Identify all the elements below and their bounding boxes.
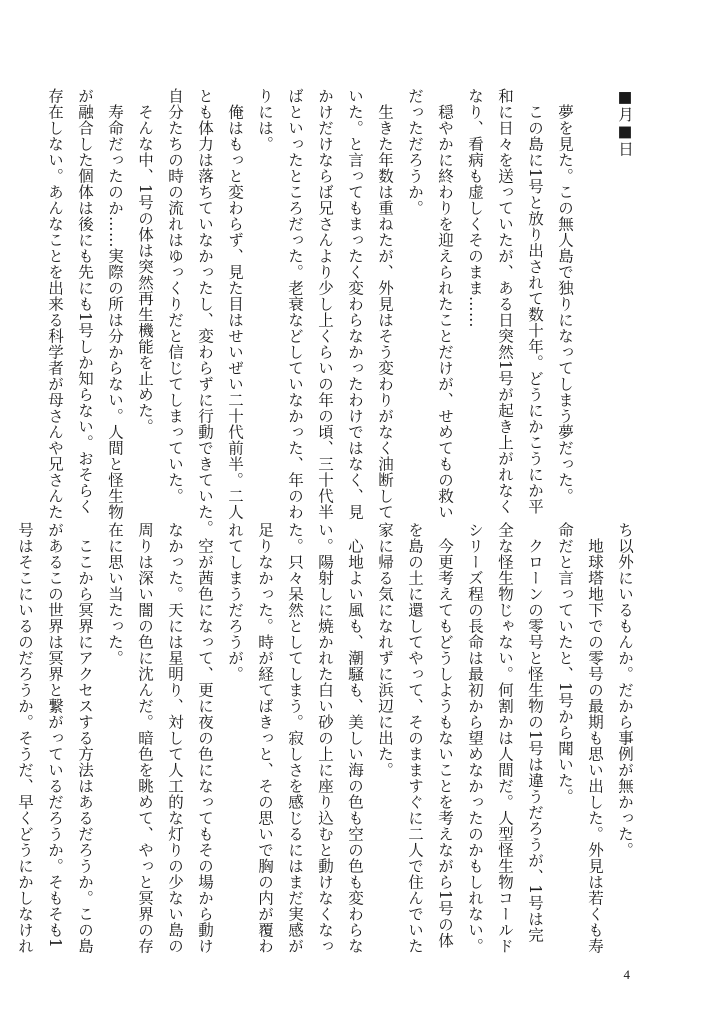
- text-line: 寿命だったのか……実際の所は分からない。人間と怪生物: [106, 88, 124, 520]
- text-line: この島に1号と放り出されて数十年。どうにかこうにか平: [526, 88, 544, 515]
- text-line: 俺はもっと変わらず、見た目はせいぜい二十代前半。二人: [226, 88, 244, 520]
- text-line: 生きた年数は重ねたが、外見はそう変わりがなく油断して: [376, 88, 394, 520]
- text-line: 自分たちの時の流れはゆっくりだと信じてしまっていた。: [166, 88, 184, 504]
- text-line: た。只々呆然としてしまう。寂しさを感じるにはまだ実感が: [286, 522, 304, 954]
- text-line: なかった。天には星明り、対して人工的な灯りの少ない島の: [166, 522, 184, 954]
- text-line: とも体力は落ちていなかったし、変わらずに行動できていた。: [196, 88, 214, 536]
- text-line: 穏やかに終わりを迎えられたことだけが、せめてもの救い: [436, 88, 454, 520]
- diary-date-heading: ■月■日: [616, 88, 634, 157]
- text-line: なり、看病も虚しくそのまま……: [466, 88, 484, 328]
- text-line: ばといったところだった。老衰などしていなかった、年のわ: [286, 88, 304, 520]
- text-line: が融合した個体は後にも先にも1号しか知らない。おそらく: [76, 88, 94, 515]
- text-line: [580, 88, 610, 498]
- text-line: りには。: [256, 88, 274, 152]
- text-line: 存在しない。あんなことを出来る科学者が母さんや兄さんた: [46, 88, 64, 520]
- text-line: かけだけならば兄さんより少し上くらいの年の頃、三十代半: [316, 88, 334, 520]
- text-line: だっただろうか。: [406, 88, 424, 216]
- text-line: ち以外にいるもんか。だから事例が無かった。: [616, 522, 634, 858]
- text-line: ここから冥界にアクセスする方法はあるだろうか。この島: [76, 522, 94, 954]
- text-line: 号はそこにいるのだろうか。そうだ、早くどうにかしなけれ: [16, 522, 34, 954]
- text-line: 命だと言っていたと、1号から聞いた。: [556, 522, 574, 805]
- text-line: シリーズ程の長命は最初から望めなかったのかもしれない。: [466, 522, 484, 954]
- text-line: れてしまうだろうが。: [226, 522, 244, 682]
- text-line: い。陽射しに焼かれた白い砂の上に座り込むと動けなくなっ: [316, 522, 334, 954]
- text-line: 周りは深い闇の色に沈んだ。暗色を眺めて、やっと冥界の存: [136, 522, 154, 954]
- text-line: 心地よい風も、潮騒も、美しい海の色も空の色も変わらな: [346, 522, 364, 954]
- text-line: 在に思い当たった。: [106, 522, 124, 666]
- text-line: 足りなかった。時が経てばきっと、その思いで胸の内が覆わ: [256, 522, 274, 954]
- text-line: 全な怪生物じゃない。何割かは人間だ。人型怪生物コールド: [496, 522, 514, 954]
- text-line: クローンの零号と怪生物の1号は違うだろうが、1号は完: [526, 522, 544, 943]
- text-line: そんな中、1号の体は突然再生機能を止めた。: [136, 88, 154, 435]
- text-line: を島の土に還してやって、そのまますぐに二人で住んでいた: [406, 522, 424, 954]
- upper-text-block: [40, 88, 640, 536]
- page-number: 4: [623, 967, 630, 982]
- text-line: 夢を見た。この無人島で独りになってしまう夢だった。: [556, 88, 574, 504]
- text-line: 家に帰る気になれずに浜辺に出た。: [376, 522, 394, 778]
- text-line: があるこの世界は冥界と繋がっているだろうか。そもそも1: [46, 522, 64, 949]
- text-line: 地球塔地下での零号の最期も思い出した。外見は若くも寿: [586, 522, 604, 954]
- text-line: いた。と言ってもまったく変わらなかったわけではなく、見: [346, 88, 364, 520]
- text-line: 和に日々を送っていたが、ある日突然1号が起き上がれなく: [496, 88, 514, 515]
- text-line: 空が茜色になって、更に夜の色になってもその場から動け: [196, 522, 214, 954]
- lower-text-block: [10, 522, 640, 954]
- text-line: 今更考えてもどうしようもないことを考えながら1号の体: [436, 522, 454, 949]
